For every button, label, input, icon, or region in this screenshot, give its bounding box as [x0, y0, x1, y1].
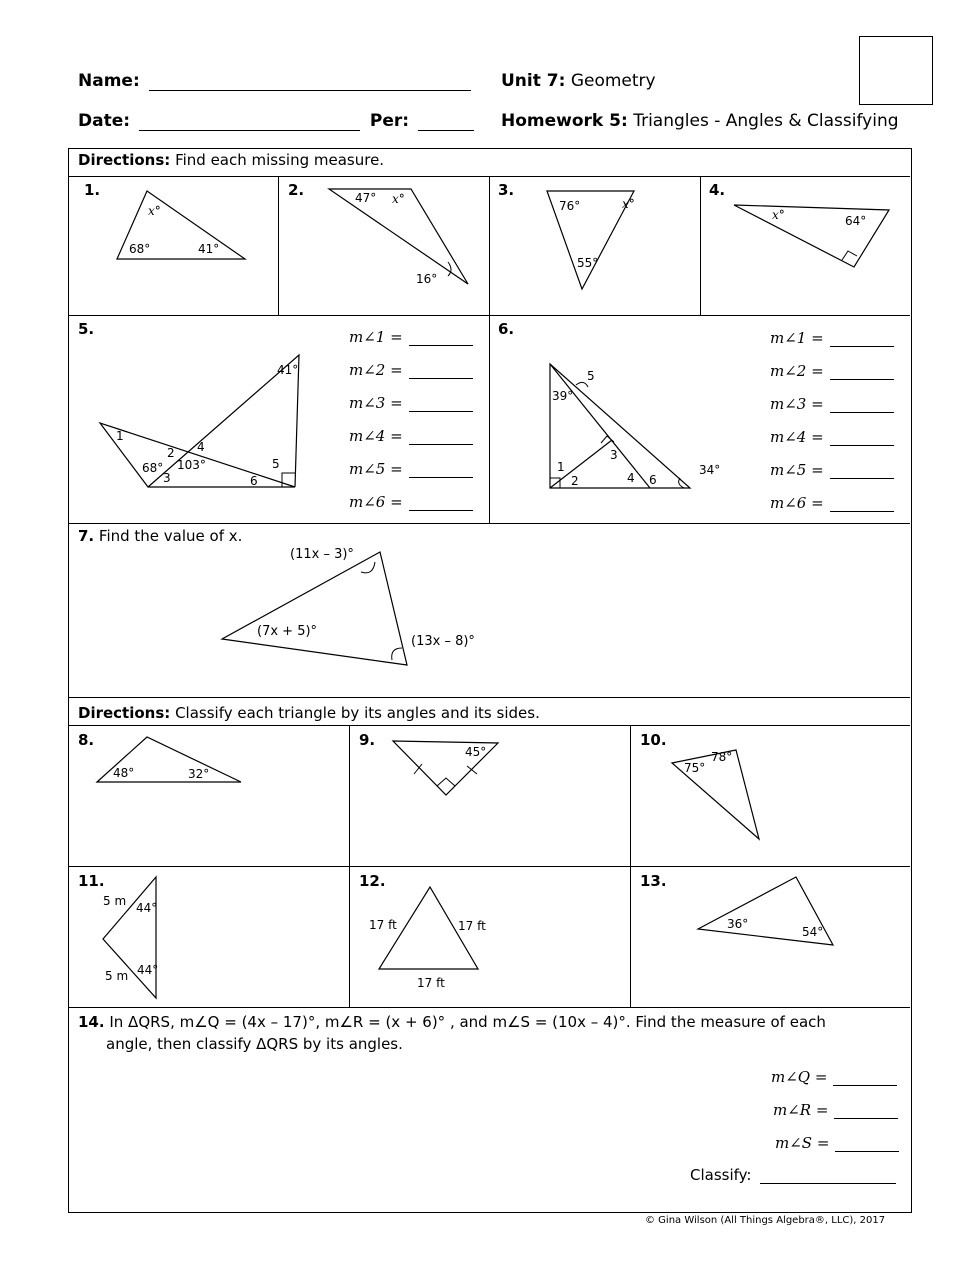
problem-number: 6.	[498, 320, 515, 338]
angle-number: 6	[649, 473, 657, 487]
answer-blank[interactable]	[409, 331, 473, 346]
angle-arc	[448, 262, 451, 276]
answer-row	[773, 1101, 898, 1119]
problem-number: 7.	[78, 527, 95, 545]
answer-row	[349, 394, 473, 412]
side-label: 5 m	[105, 969, 129, 983]
angle-number: 2	[571, 474, 579, 488]
angle-label: 78°	[711, 750, 733, 764]
answer-blank[interactable]	[409, 496, 473, 511]
answer-label: m∠4 =	[349, 427, 403, 445]
angle-label: 75°	[684, 761, 706, 775]
answer-label: m∠Q =	[771, 1068, 828, 1086]
answer-row	[770, 362, 894, 380]
angle-label: 16°	[416, 272, 438, 286]
answer-row	[349, 460, 473, 478]
per-label: Per:	[369, 111, 410, 131]
problem-number: 12.	[359, 872, 386, 890]
angle-label: 41°	[198, 242, 220, 256]
classify-row	[690, 1166, 896, 1184]
unit-value: Geometry	[570, 71, 656, 91]
answer-blank[interactable]	[409, 463, 473, 478]
problem-number: 13.	[640, 872, 667, 890]
angle-label: 54°	[802, 925, 824, 939]
angle-arc	[679, 478, 684, 488]
answer-row	[770, 494, 894, 512]
problem-number: 11.	[78, 872, 105, 890]
answer-label: m∠3 =	[770, 395, 824, 413]
angle-label: 68°	[129, 242, 151, 256]
right-angle-mark	[601, 436, 614, 443]
directions-2	[78, 704, 540, 722]
segment	[550, 364, 650, 488]
answer-label: m∠2 =	[770, 362, 824, 380]
angle-number: 4	[627, 471, 635, 485]
directions-label: Directions:	[78, 151, 171, 169]
answer-label: m∠3 =	[349, 394, 403, 412]
answer-label: m∠6 =	[349, 493, 403, 511]
answer-row	[770, 461, 894, 479]
directions-text: Classify each triangle by its angles and its sides.	[175, 704, 540, 722]
triangle-6	[550, 364, 690, 488]
angle-label: 32°	[188, 767, 210, 781]
problem-number: 4.	[709, 181, 726, 199]
problem-14	[78, 1011, 903, 1033]
answer-row	[349, 361, 473, 379]
triangle-5-left	[100, 423, 295, 487]
angle-arc	[392, 648, 402, 660]
angle-number: 2	[167, 446, 175, 460]
homework-title: Triangles - Angles & Classifying	[633, 111, 899, 131]
answer-label: m∠2 =	[349, 361, 403, 379]
copyright: © Gina Wilson (All Things Algebra®, LLC), 2017	[645, 1215, 886, 1226]
answer-blank[interactable]	[409, 430, 473, 445]
expression-label: (7x + 5)°	[257, 624, 318, 639]
answer-row	[775, 1134, 899, 1152]
answer-blank[interactable]	[830, 431, 894, 446]
answer-blank[interactable]	[830, 365, 894, 380]
unit-label: Unit 7:	[501, 71, 566, 91]
angle-label: 45°	[465, 745, 487, 759]
problem-text: In ΔQRS, m∠Q = (4x – 17)°, m∠R = (x + 6)° , and m∠S = (10x – 4)°. Find the measure of each	[109, 1013, 826, 1031]
side-label: 5 m	[103, 894, 127, 908]
angle-number: 1	[557, 460, 565, 474]
answer-row	[770, 395, 894, 413]
answer-row	[770, 329, 894, 347]
answer-blank[interactable]	[830, 398, 894, 413]
answer-blank[interactable]	[833, 1071, 897, 1086]
expression-label: (11x – 3)°	[290, 547, 354, 562]
answer-row	[349, 427, 473, 445]
problem-7-prompt	[78, 527, 242, 545]
angle-arc	[361, 562, 375, 573]
date-label: Date:	[78, 111, 131, 131]
problem-number: 2.	[288, 181, 305, 199]
problem-number: 9.	[359, 731, 376, 749]
angle-label: 44°	[137, 963, 159, 977]
answer-label: m∠4 =	[770, 428, 824, 446]
angle-label: x°	[392, 192, 405, 206]
right-angle-mark	[842, 251, 857, 260]
angle-label: x°	[772, 208, 785, 222]
classify-label: Classify:	[690, 1166, 752, 1184]
answer-row	[771, 1068, 897, 1086]
side-label: 17 ft	[458, 919, 486, 933]
angle-label: 48°	[113, 766, 135, 780]
angle-label: 47°	[355, 191, 377, 205]
answer-blank[interactable]	[830, 332, 894, 347]
answer-label: m∠5 =	[349, 460, 403, 478]
angle-arc	[576, 382, 588, 387]
directions-text: Find each missing measure.	[175, 151, 385, 169]
problem-text: Find the value of x.	[98, 527, 243, 545]
problem-number: 1.	[84, 181, 101, 199]
answer-blank[interactable]	[409, 397, 473, 412]
answer-label: m∠6 =	[770, 494, 824, 512]
angle-label: 36°	[727, 917, 749, 931]
problem-text: angle, then classify ΔQRS by its angles.	[106, 1035, 403, 1053]
angle-number: 4	[197, 440, 205, 454]
angle-number: 3	[163, 471, 171, 485]
angle-number: 6	[250, 474, 258, 488]
directions-label: Directions:	[78, 704, 171, 722]
homework-label: Homework 5:	[501, 111, 628, 131]
angle-number: 1	[116, 429, 124, 443]
problem-number: 10.	[640, 731, 667, 749]
answer-label: m∠1 =	[349, 328, 403, 346]
angle-label: 34°	[699, 463, 721, 477]
side-label: 17 ft	[417, 976, 445, 990]
answer-row	[349, 328, 473, 346]
problem-number: 14.	[78, 1013, 105, 1031]
answer-blank[interactable]	[830, 497, 894, 512]
answer-blank[interactable]	[834, 1104, 898, 1119]
angle-label: 68°	[142, 461, 164, 475]
problem-number: 5.	[78, 320, 95, 338]
angle-label: 103°	[177, 458, 206, 472]
answer-label: m∠1 =	[770, 329, 824, 347]
answer-row	[770, 428, 894, 446]
angle-number: 5	[272, 457, 280, 471]
angle-label: 55°	[577, 256, 599, 270]
angle-label: 39°	[552, 389, 574, 403]
angle-number: 5	[587, 369, 595, 383]
name-label: Name:	[78, 71, 140, 91]
answer-blank[interactable]	[835, 1137, 899, 1152]
angle-number: 3	[610, 448, 618, 462]
answer-blank[interactable]	[830, 464, 894, 479]
angle-label: 76°	[559, 199, 581, 213]
answer-row	[349, 493, 473, 511]
answer-label: m∠R =	[773, 1101, 829, 1119]
side-label: 17 ft	[369, 918, 397, 932]
angle-label: 64°	[845, 214, 867, 228]
answer-blank[interactable]	[409, 364, 473, 379]
angle-label: 41°	[277, 363, 299, 377]
classify-blank[interactable]	[760, 1169, 896, 1184]
angle-label: x°	[622, 197, 635, 211]
answer-label: m∠S =	[775, 1134, 830, 1152]
answer-label: m∠5 =	[770, 461, 824, 479]
problem-number: 3.	[498, 181, 515, 199]
angle-label: x°	[148, 204, 161, 218]
right-angle-mark	[437, 778, 455, 786]
problem-number: 8.	[78, 731, 95, 749]
expression-label: (13x – 8)°	[411, 634, 475, 649]
triangle-7	[222, 552, 407, 665]
angle-label: 44°	[136, 901, 158, 915]
